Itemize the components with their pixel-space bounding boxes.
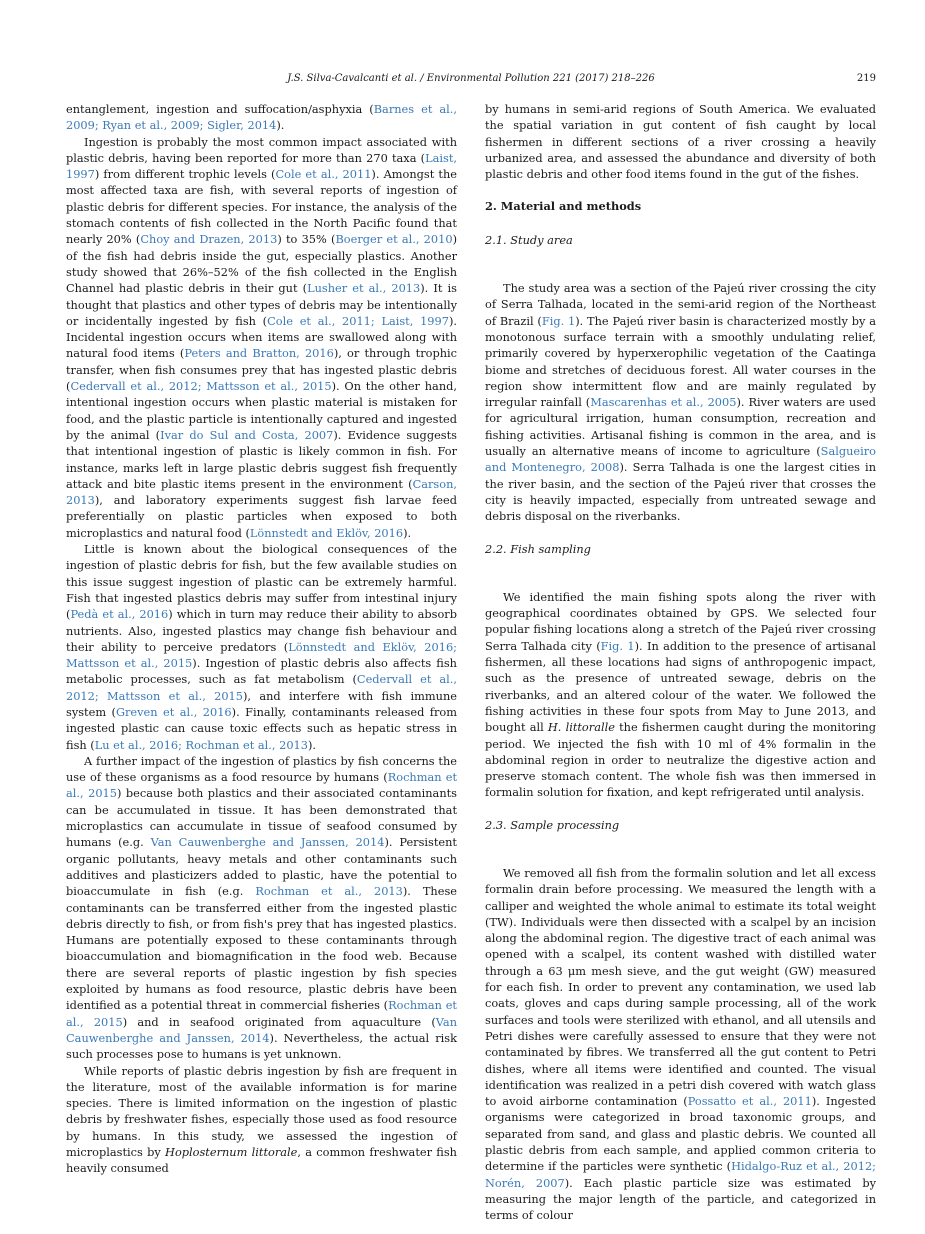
citation-link[interactable]: Salgueiro and Montenegro, 2008 — [485, 444, 876, 475]
citation-link[interactable]: Carson, 2013 — [66, 476, 457, 508]
citation-link[interactable]: Cole et al., 2011 — [275, 167, 372, 182]
citation-link[interactable]: Peters and Bratton, 2016 — [184, 346, 334, 361]
citation-link[interactable]: Pedà et al., 2016 — [70, 607, 169, 622]
citation-link[interactable]: Lönnstedt and Eklöv, 2016; Mattsson et al., 2015 — [66, 639, 457, 671]
paragraph: by humans in semi-arid regions of South America. We evaluated the spatial variation in gut content of fish caught by local fishermen in different sections of a river crossing a heavily urbanized area, and assessed the abundance and diversity of both plastic debris and other food items found in the gut of the fishes. — [485, 102, 876, 182]
paragraph: Little is known about the biological consequences of the ingestion of plastic debris for fish, but the few available studies on this issue suggest ingestion of plastic can be extremely harmful. Fish that ingested plastics debris may suffer from intestinal injury (Pedà et al., 2016) which in turn may reduce their ability to absorb nutrients. Also, ingested plastics may change fish behaviour and their ability to perceive predators (Lönnstedt and Eklöv, 2016; Mattsson et al., 2015). Ingestion of plastic debris also affects fish metabolic processes, such as fat metabolism (Cedervall et al., 2012; Mattsson et al., 2015), and interfere with fish immune system (Greven et al., 2016). Finally, contaminants released from ingested plastic can cause toxic effects such as hepatic stress in fish (Lu et al., 2016; Rochman et al., 2013). — [66, 542, 457, 752]
right-column — [485, 101, 876, 1224]
subsection-heading: 2.1. Study area — [485, 232, 573, 247]
citation-link[interactable]: Rochman et al., 2015 — [66, 770, 457, 801]
paragraph: Ingestion is probably the most common impact associated with plastic debris, having been reported for more than 270 taxa (Laist, 1997) from different trophic levels (Cole et al., 2011). Amongst the most affected taxa are fish, with several reports of ingestion of plastic debris for different species. For instance, the analysis of the stomach contents of fish collected in the North Pacific found that nearly 20% (Choy and Drazen, 2013) to 35% (Boerger et al., 2010) of the fish had debris inside the gut, especially plastics. Another study showed that 26%–52% of the fish collected in the English Channel had plastic debris in their gut (Lusher et al., 2013). It is thought that plastics and other types of debris may be intentionally or incidentally ingested by fish (Cole et al., 2011; Laist, 1997). Incidental ingestion occurs when items are swallowed along with natural food items (Peters and Bratton, 2016), or through trophic transfer, when fish consumes prey that has ingested plastic debris (Cedervall et al., 2012; Mattsson et al., 2015). On the other hand, intentional ingestion occurs when plastic material is mistaken for food, and the plastic particle is intentionally captured and ingested by the animal (Ivar do Sul and Costa, 2007). Evidence suggests that intentional ingestion of plastic is likely common in fish. For instance, marks left in large plastic debris suggest fish frequently attack and bite plastic items present in the environment (Carson, 2013), and laboratory experiments suggest fish larvae feed preferentially on plastic particles when exposed to both microplastics and natural food (Lönnstedt and Eklöv, 2016). — [66, 134, 457, 540]
species-name: Hoplosternum littorale — [165, 1145, 298, 1159]
citation-link[interactable]: Cole et al., 2011; Laist, 1997 — [267, 313, 449, 328]
citation-link[interactable]: Mascarenhas et al., 2005 — [590, 395, 737, 410]
paragraph: We identified the main fishing spots along the river with geographical coordinates obtained by GPS. We selected four popular fishing locations along a stretch of the Pajeú river crossing Serra Talhada city (Fig. 1). In addition to the presence of artisanal fishermen, all these locations had signs of anthropogenic impact, such as the presence of untreated sewage, debris on the riverbanks, and an altered colour of the water. We followed the fishing activities in these four spots from May to June 2013, and bought all H. littoralle the fishermen caught during the monitoring period. We injected the fish with 10 ml of 4% formalin in the abdominal region in order to neutralize the digestive action and preserve stomach content. The whole fish was then immersed in formalin solution for fixation, and kept refrigerated until analysis. — [485, 589, 876, 800]
citation-link[interactable]: Cedervall et al., 2012; Mattsson et al., 2015 — [66, 672, 457, 703]
citation-link[interactable]: Rochman et al., 2015 — [66, 998, 457, 1029]
journal-citation: J.S. Silva-Cavalcanti et al. / Environmental Pollution 221 (2017) 218–226 — [287, 73, 655, 84]
figure-link[interactable]: Fig. 1 — [541, 313, 576, 328]
citation-link[interactable]: Lönnstedt and Eklöv, 2016 — [249, 525, 404, 540]
subsection-heading: 2.2. Fish sampling — [485, 541, 591, 556]
citation-link[interactable]: Ivar do Sul and Costa, 2007 — [160, 427, 334, 442]
citation-link[interactable]: Choy and Drazen, 2013 — [140, 232, 278, 247]
paragraph: While reports of plastic debris ingestion by fish are frequent in the literature, most of the available information is for marine species. There is limited information on the ingestion of plastic debris by freshwater fishes, especially those used as food resource by humans. In this study, we assessed the ingestion of microplastics by Hoplosternum littorale, a common freshwater fish heavily consumed — [66, 1063, 457, 1176]
paragraph: The study area was a section of the Pajeú river crossing the city of Serra Talhada, located in the semi-arid region of the Northeast of Brazil (Fig. 1). The Pajeú river basin is characterized mostly by a monotonous surface terrain with a smoothly undulating relief, primarily covered by hyperxerophilic vegetation of the Caatinga biome and stretches of deciduous forest. All water courses in the region show intermittent flow and are mainly regulated by irregular rainfall (Mascarenhas et al., 2005). River waters are used for agricultural irrigation, human consumption, recreation and fishing activities. Artisanal fishing is common in the area, and is usually an alternative means of income to agriculture (Salgueiro and Montenegro, 2008). Serra Talhada is one the largest cities in the river basin, and the section of the Pajeú river that crosses the city is heavily impacted, especially from untreated sewage and debris disposal on the riverbanks. — [485, 281, 876, 524]
citation-link[interactable]: Lusher et al., 2013 — [307, 281, 421, 296]
citation-link[interactable]: Cedervall et al., 2012; Mattsson et al., 2015 — [70, 379, 332, 394]
page-number: 219 — [856, 73, 876, 84]
section-heading: 2. Material and methods — [485, 199, 642, 214]
species-name: H. littoralle — [547, 720, 615, 735]
left-column — [66, 101, 457, 1177]
citation-link[interactable]: Lu et al., 2016; Rochman et al., 2013 — [94, 737, 308, 752]
paragraph: We removed all fish from the formalin solution and let all excess formalin drain before processing. We measured the length with a calliper and weighted the whole animal to estimate its total weight (TW). Individuals were then dissected with a scalpel by an incision along the abdominal region. The digestive tract of each animal was opened with a scalpel, its content washed with distilled water through a 63 μm mesh sieve, and the gut weight (GW) measured for each fish. In order to prevent any contamination, we used lab coats, gloves and caps during sample processing, all of the work surfaces and tools were sterilized with ethanol, and all utensils and Petri dishes were carefully assessed to ensure that they were not contaminated by fibres. We transferred all the gut content to Petri dishes, where all items were identified and counted. The visual identification was realized in a petri dish covered with watch glass to avoid airborne contamination (Possatto et al., 2011). Ingested organisms were categorized in broad taxonomic groups, and separated from sand, and glass and plastic debris. We counted all plastic debris from each sample, and applied common criteria to determine if the particles were synthetic (Hidalgo-Ruz et al., 2012; Norén, 2007). Each plastic particle size was estimated by measuring the major length of the particle, and categorized in terms of colour — [485, 865, 876, 1223]
figure-link[interactable]: Fig. 1 — [600, 638, 635, 653]
running-header — [66, 73, 876, 87]
citation-link[interactable]: Hidalgo-Ruz et al., 2012; Norén, 2007 — [485, 1159, 876, 1190]
citation-link[interactable]: Boerger et al., 2010 — [335, 232, 453, 247]
citation-link[interactable]: Possatto et al., 2011 — [687, 1094, 812, 1109]
citation-link[interactable]: Barnes et al., 2009; Ryan et al., 2009; Sigler, 2014 — [66, 102, 458, 133]
citation-link[interactable]: Van Cauwenberghe and Janssen, 2014 — [150, 835, 385, 850]
citation-link[interactable]: Rochman et al., 2013 — [255, 884, 403, 899]
citation-link[interactable]: Laist, 1997 — [66, 150, 457, 182]
citation-link[interactable]: Van Cauwenberghe and Janssen, 2014 — [66, 1014, 458, 1045]
citation-link[interactable]: Greven et al., 2016 — [115, 704, 232, 719]
paragraph: entanglement, ingestion and suffocation/asphyxia (Barnes et al., 2009; Ryan et al., 2009; Sigler, 2014). — [66, 102, 458, 133]
paragraph: A further impact of the ingestion of plastics by fish concerns the use of these organisms as a food resource by humans (Rochman et al., 2015) because both plastics and their associated contaminants can be accumulated in tissue. It has been demonstrated that microplastics can accumulate in tissue of seafood consumed by humans (e.g. Van Cauwenberghe and Janssen, 2014). Persistent organic pollutants, heavy metals and other contaminants such additives and plasticizers added to plastic, have the potential to bioaccumulate in fish (e.g. Rochman et al., 2013). These contaminants can be transferred either from the ingested plastic debris directly to fish, or from fish's prey that has ingested plastics. Humans are potentially exposed to these contaminants through bioaccumulation and biomagnification in the food web. Because there are several reports of plastic ingestion by fish species exploited by humans as food resource, plastic debris have been identified as a potential threat in commercial fisheries (Rochman et al., 2015) and in seafood originated from aquaculture (Van Cauwenberghe and Janssen, 2014). Nevertheless, the actual risk such processes pose to humans is yet unknown. — [66, 753, 458, 1062]
subsection-heading: 2.3. Sample processing — [485, 817, 620, 832]
